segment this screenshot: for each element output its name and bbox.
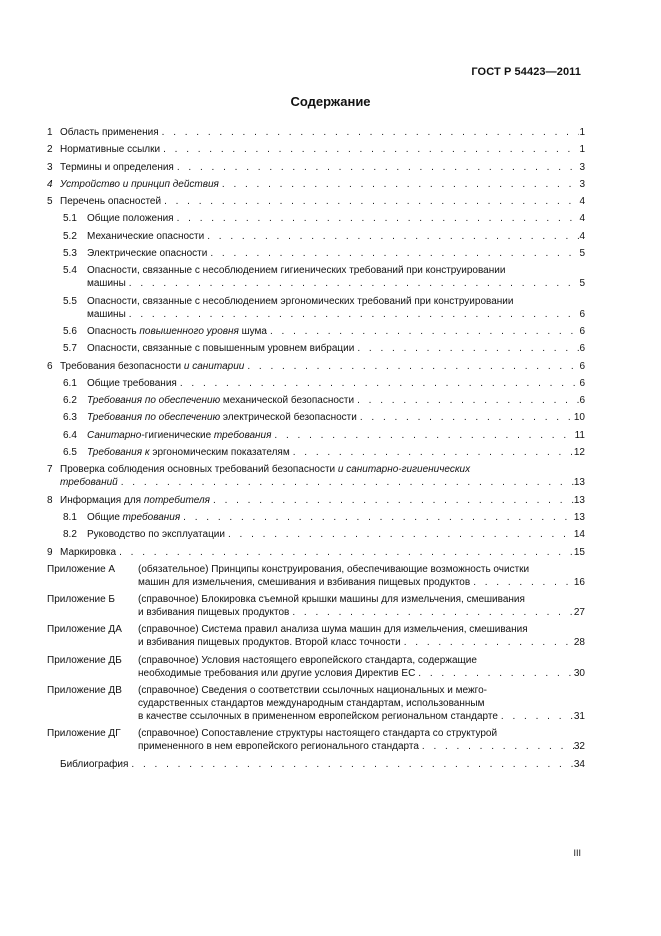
toc-entry-title [87, 342, 354, 355]
toc-entry-title [138, 606, 289, 619]
toc-entry-title [87, 264, 505, 277]
toc-entry [47, 429, 585, 442]
toc-entry-number: 6.1 [63, 377, 77, 389]
dot-leader [116, 546, 574, 559]
toc-entry-title [87, 295, 513, 308]
toc-entry-page: 31 [573, 711, 585, 723]
toc-entry-page: 5 [579, 278, 585, 290]
toc-entry-title [138, 654, 477, 667]
toc-entry-number: Приложение Б [47, 594, 115, 606]
toc-entry-title [138, 667, 415, 680]
toc-entry-title [60, 476, 118, 489]
dot-leader [204, 230, 579, 243]
dot-leader [419, 740, 574, 753]
toc-entry [47, 161, 585, 174]
toc-entry-page: 11 [574, 429, 585, 441]
toc-text-segment: Информация для [60, 494, 144, 506]
toc-entry-title [87, 247, 207, 260]
toc-entry-number: 9 [47, 546, 53, 558]
dot-leader [126, 308, 580, 321]
toc-entry-title [60, 494, 210, 507]
toc-entry-page: 1 [579, 144, 585, 156]
toc-entry [47, 758, 585, 771]
toc-entry-title [87, 528, 225, 541]
toc-entry-title [138, 593, 525, 606]
toc-text-segment: Требования безопасности [60, 360, 184, 372]
toc-text-segment: и взбивания пищевых продуктов. Второй класс точности [138, 637, 401, 649]
toc-entry-number: 5 [47, 196, 53, 208]
toc-text-segment: Перечень опасностей [60, 196, 162, 208]
dot-leader [126, 277, 580, 290]
toc-text-segment: примененного в нем европейского регионального стандарта [138, 741, 419, 753]
toc-entry-number: 6.2 [63, 395, 77, 407]
toc-entry [47, 411, 585, 424]
toc-entry [47, 563, 585, 589]
dot-leader [290, 446, 574, 459]
toc-entry-number: 7 [47, 464, 53, 476]
toc-text-segment: (справочное) Система правил анализа шума машин для измельчения, смешивания [138, 624, 528, 636]
dot-leader [180, 511, 574, 524]
toc-entry [47, 623, 585, 649]
toc-entry-page: 13 [573, 477, 585, 489]
toc-text-segment: шума [238, 325, 267, 337]
toc-entry [47, 593, 585, 619]
toc-entry-page: 6 [579, 395, 585, 407]
toc-entry-page: 6 [579, 377, 585, 389]
toc-entry-title [87, 377, 177, 390]
toc-text-segment: Общие требования [87, 377, 177, 389]
toc-entry-number: 8.2 [63, 529, 77, 541]
toc-entry-page: 5 [579, 248, 585, 260]
toc-entry-title [138, 710, 498, 723]
toc-entry [47, 230, 585, 243]
toc-entry-title [60, 758, 128, 771]
dot-leader [118, 476, 574, 489]
toc-entry [47, 654, 585, 680]
toc-entry-title [138, 563, 529, 576]
dot-leader [161, 195, 579, 208]
dot-leader [354, 394, 579, 407]
dot-leader [267, 325, 579, 338]
toc-entry-page: 4 [579, 230, 585, 242]
toc-entry-title [87, 230, 204, 243]
toc-text-segment: Требования по обеспечению [87, 412, 221, 424]
toc-entry-title [138, 636, 401, 649]
toc-text-segment: Область применения [60, 127, 159, 138]
toc-text-segment: Требования по обеспечению [87, 395, 221, 407]
toc-entry-title [60, 178, 219, 191]
toc-entry-title [87, 411, 357, 424]
toc-entry-title [138, 697, 484, 710]
dot-leader [470, 576, 574, 589]
toc-entry [47, 360, 585, 373]
toc-text-segment: эргономическим показателям [149, 447, 290, 459]
toc-entry-page: 10 [573, 412, 585, 424]
dot-leader [128, 758, 573, 771]
toc-entry-number: 5.1 [63, 213, 77, 225]
toc-entry-page: 32 [573, 741, 585, 753]
toc-entry-title [138, 684, 487, 697]
toc-entry [47, 546, 585, 559]
toc-entry [47, 446, 585, 459]
toc-entry-page: 6 [579, 343, 585, 355]
toc-entry-number: 8 [47, 494, 53, 506]
toc-entry-number: 5.6 [63, 325, 77, 337]
toc-entry [47, 463, 585, 489]
toc-text-segment: машин для измельчения, смешивания и взбивания пищевых продуктов [138, 576, 471, 588]
toc-text-segment: сударственных стандартов международным стандартам, использованным [138, 698, 485, 710]
toc-entry-page: 15 [573, 546, 585, 558]
toc-entry-number: 8.1 [63, 511, 77, 523]
toc-text-segment: Устройство и принцип действия [60, 178, 219, 190]
document-id: ГОСТ Р 54423—2011 [471, 66, 581, 78]
dot-leader [210, 494, 574, 507]
toc-text-segment: требования [122, 511, 181, 523]
toc-entry-title [60, 126, 159, 139]
toc-entry-title [138, 727, 497, 740]
toc-entry-page: 1 [579, 127, 585, 138]
dot-leader [174, 212, 580, 225]
toc-text-segment: -гигиенические [141, 429, 214, 441]
toc-text-segment: Общие положения [87, 213, 174, 225]
toc-entry-number: 5.4 [63, 265, 77, 277]
toc-entry [47, 727, 585, 753]
toc-entry-number: 5.2 [63, 230, 77, 242]
toc-entry-number: 1 [47, 127, 53, 138]
toc-text-segment: Электрические опасности [87, 248, 208, 260]
toc-entry [47, 511, 585, 524]
toc-entry-title [60, 161, 174, 174]
toc-entry-page: 4 [579, 213, 585, 225]
toc-text-segment: и санитарии [183, 360, 245, 372]
toc-text-segment: электрической безопасности [220, 412, 357, 424]
toc-text-segment: Опасности, связанные с несоблюдением эргономических требований при конструировании [87, 295, 514, 307]
dot-leader [219, 178, 580, 191]
toc-entry [47, 394, 585, 407]
toc-text-segment: (справочное) Сведения о соответствии ссылочных национальных и межго- [138, 685, 487, 697]
toc-entry-title [87, 277, 126, 290]
toc-text-segment: (справочное) Сопоставление структуры настоящего стандарта со структурой [138, 728, 498, 740]
toc-entry-number: 6.3 [63, 412, 77, 424]
dot-leader [357, 411, 574, 424]
dot-leader [177, 377, 580, 390]
dot-leader [354, 342, 579, 355]
toc-text-segment: Нормативные ссылки [60, 144, 161, 156]
toc-text-segment: Руководство по эксплуатации [87, 529, 225, 541]
toc-text-segment: Механические опасности [87, 230, 205, 242]
toc-entry-number: 6.5 [63, 447, 77, 459]
dot-leader [159, 126, 580, 139]
toc-entry [47, 684, 585, 723]
table-of-contents [47, 126, 585, 775]
dot-leader [289, 606, 574, 619]
toc-entry-page: 27 [573, 607, 585, 619]
toc-entry-page: 13 [573, 511, 585, 523]
toc-entry-number: 3 [47, 161, 53, 173]
dot-leader [415, 667, 574, 680]
toc-entry-page: 6 [579, 360, 585, 372]
toc-text-segment: Санитарно [87, 429, 142, 441]
toc-title: Содержание [290, 94, 371, 109]
toc-entry-page: 12 [573, 447, 585, 459]
toc-entry-number: Приложение ДБ [47, 654, 122, 666]
toc-text-segment: (справочное) Условия настоящего европейского стандарта, содержащие [138, 654, 477, 666]
toc-text-segment: Опасность [87, 325, 140, 337]
toc-text-segment: Проверка соблюдения основных требований безопасности [60, 464, 338, 476]
toc-entry-title [60, 195, 161, 208]
toc-entry [47, 195, 585, 208]
toc-entry-number: 5.3 [63, 248, 77, 260]
toc-entry-number: Приложение ДГ [47, 728, 121, 740]
toc-entry-page: 14 [573, 529, 585, 541]
toc-text-segment: потребителя [143, 494, 211, 506]
toc-text-segment: Маркировка [60, 546, 117, 558]
toc-entry [47, 528, 585, 541]
toc-entry-page: 6 [579, 308, 585, 320]
toc-entry-title [60, 360, 244, 373]
toc-entry-title [60, 143, 160, 156]
toc-entry-title [87, 212, 174, 225]
toc-text-segment: машины [87, 278, 126, 290]
toc-entry-number: Приложение ДВ [47, 685, 122, 697]
toc-entry-number: 4 [47, 178, 53, 190]
toc-text-segment: в качестве ссылочных в примененном европейском региональном стандарте [138, 711, 498, 723]
toc-text-segment: требования [213, 429, 272, 441]
toc-entry-title [138, 740, 419, 753]
toc-entry [47, 377, 585, 390]
dot-leader [207, 247, 579, 260]
toc-entry-page: 13 [573, 494, 585, 506]
dot-leader [174, 161, 580, 174]
toc-text-segment: механической безопасности [220, 395, 355, 407]
toc-text-segment: машины [87, 308, 126, 320]
toc-entry-title [87, 394, 354, 407]
toc-entry-number: 5.5 [63, 295, 77, 307]
toc-entry-page: 16 [573, 576, 585, 588]
toc-entry-title [138, 623, 528, 636]
toc-entry-number: Приложение А [47, 563, 116, 575]
toc-text-segment: требований [60, 477, 118, 489]
dot-leader [271, 429, 574, 442]
toc-entry [47, 178, 585, 191]
toc-entry [47, 143, 585, 156]
toc-entry-title [138, 576, 470, 589]
toc-entry-title [60, 463, 470, 476]
toc-text-segment: (справочное) Блокировка съемной крышки машины для измельчения, смешивания [138, 594, 525, 606]
dot-leader [498, 710, 574, 723]
toc-entry-number: 5.7 [63, 343, 77, 355]
toc-text-segment: (обязательное) Принципы конструирования, обеспечивающие возможность очистки [138, 563, 530, 575]
toc-entry-number: 2 [47, 144, 53, 156]
toc-entry-title [87, 446, 290, 459]
page-number: III [573, 848, 581, 858]
toc-text-segment: Библиография [60, 758, 129, 770]
dot-leader [225, 528, 574, 541]
toc-entry [47, 126, 585, 139]
toc-entry-title [87, 325, 267, 338]
toc-entry [47, 295, 585, 321]
toc-text-segment: необходимые требования или другие условия Директив ЕС [138, 667, 416, 679]
dot-leader [244, 360, 579, 373]
toc-entry-title [60, 546, 116, 559]
toc-text-segment: и санитарно-гигиенических [337, 464, 471, 476]
toc-entry-page: 6 [579, 325, 585, 337]
toc-entry-page: 3 [579, 161, 585, 173]
toc-text-segment: Требования к [87, 447, 150, 459]
toc-entry-number: Приложение ДА [47, 624, 122, 636]
toc-entry [47, 494, 585, 507]
toc-entry-title [87, 511, 180, 524]
toc-text-segment: Опасности, связанные с несоблюдением гигиенических требований при конструировании [87, 265, 506, 277]
toc-entry-number: 6.4 [63, 429, 77, 441]
toc-entry [47, 212, 585, 225]
dot-leader [160, 143, 579, 156]
toc-entry [47, 247, 585, 260]
toc-entry-page: 28 [573, 637, 585, 649]
toc-entry-number: 6 [47, 360, 53, 372]
toc-text-segment: Общие [87, 511, 123, 523]
toc-entry-title [87, 429, 271, 442]
toc-entry-title [87, 308, 126, 321]
toc-text-segment: повышенного уровня [139, 325, 239, 337]
toc-entry-page: 4 [579, 196, 585, 208]
toc-text-segment: и взбивания пищевых продуктов [138, 607, 290, 619]
toc-entry-page: 34 [573, 758, 585, 770]
toc-entry-page: 3 [579, 178, 585, 190]
dot-leader [401, 636, 574, 649]
toc-text-segment: Опасности, связанные с повышенным уровнем вибрации [87, 343, 355, 355]
toc-entry [47, 342, 585, 355]
toc-entry [47, 264, 585, 290]
toc-text-segment: Термины и определения [60, 161, 174, 173]
toc-entry [47, 325, 585, 338]
toc-entry-page: 30 [573, 667, 585, 679]
